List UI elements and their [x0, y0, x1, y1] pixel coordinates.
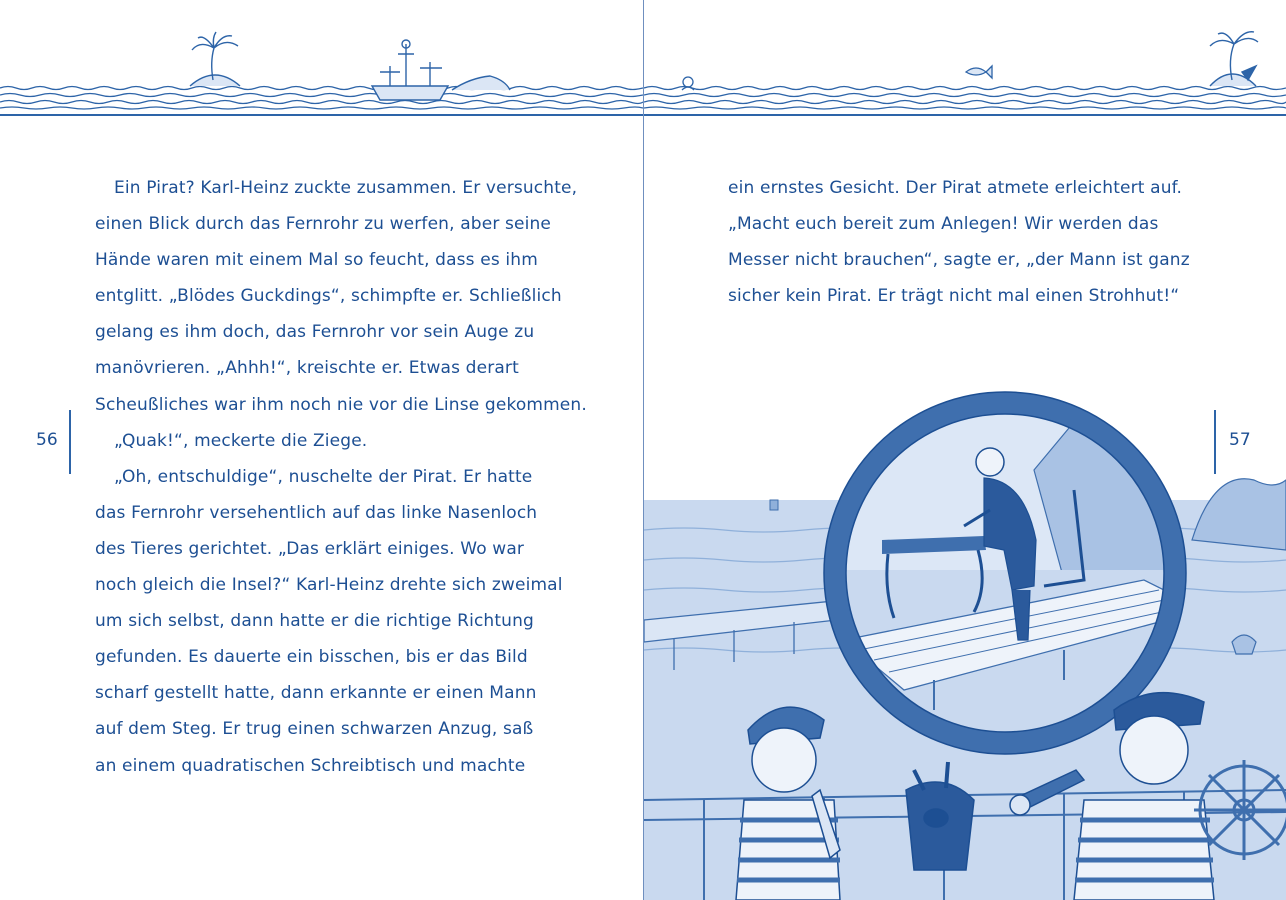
text-line: entglitt. „Blödes Guckdings“, schimpfte er. Schließlich — [95, 286, 562, 307]
palm-island-icon — [190, 32, 240, 86]
text-line: einen Blick durch das Fernrohr zu werfen, aber seine — [95, 214, 552, 235]
text-line: „Quak!“, meckerte die Ziege. — [114, 430, 368, 451]
right-page-text — [728, 170, 1190, 314]
text-line: Ein Pirat? Karl-Heinz zuckte zusammen. Er versuchte, — [114, 178, 578, 198]
text-line: das Fernrohr versehentlich auf das linke Nasenloch — [95, 502, 538, 523]
porthole-scene-icon — [644, 350, 1286, 900]
text-line: „Oh, entschuldige“, nuschelte der Pirat. Er hatte — [114, 466, 533, 487]
header-rule — [644, 114, 1286, 116]
text-line: ein ernstes Gesicht. Der Pirat atmete erleichtert auf. — [728, 178, 1183, 198]
text-line: gefunden. Es dauerte ein bisschen, bis er das Bild — [95, 647, 528, 668]
text-line: noch gleich die Insel?“ Karl-Heinz drehte sich zweimal — [95, 575, 563, 596]
palm-island-icon — [1210, 32, 1258, 86]
text-line: des Tieres gerichtet. „Das erklärt einiges. Wo war — [95, 538, 525, 559]
text-line: sicher kein Pirat. Er trägt nicht mal einen Strohhut!“ — [728, 286, 1180, 307]
right-page — [644, 0, 1286, 900]
text-line: Scheußliches war ihm noch nie vor die Linse gekommen. — [95, 394, 587, 415]
text-line: manövrieren. „Ahhh!“, kreischte er. Etwas derart — [95, 358, 519, 379]
page-number: 56 — [36, 430, 58, 450]
fish-icon — [966, 66, 992, 78]
sea-horizon-icon — [644, 0, 1286, 115]
text-line: an einem quadratischen Schreibtisch und machte — [95, 755, 526, 776]
text-line: scharf gestellt hatte, dann erkannte er einen Mann — [95, 683, 537, 704]
text-line: gelang es ihm doch, das Fernrohr vor sein Auge zu — [95, 322, 535, 343]
text-line: Messer nicht brauchen“, sagte er, „der Mann ist ganz — [728, 250, 1190, 271]
header-rule — [0, 114, 643, 116]
text-line: Hände waren mit einem Mal so feucht, dass es ihm — [95, 250, 538, 271]
page-number: 57 — [1229, 430, 1251, 450]
sea-horizon-icon — [0, 0, 643, 115]
ship-icon — [372, 40, 510, 100]
text-line: „Macht euch bereit zum Anlegen! Wir werden das — [728, 214, 1159, 235]
page-number-rule — [69, 410, 71, 474]
text-line: um sich selbst, dann hatte er die richtige Richtung — [95, 611, 534, 632]
left-page-text — [95, 170, 587, 784]
text-line: auf dem Steg. Er trug einen schwarzen Anzug, saß — [95, 719, 534, 740]
